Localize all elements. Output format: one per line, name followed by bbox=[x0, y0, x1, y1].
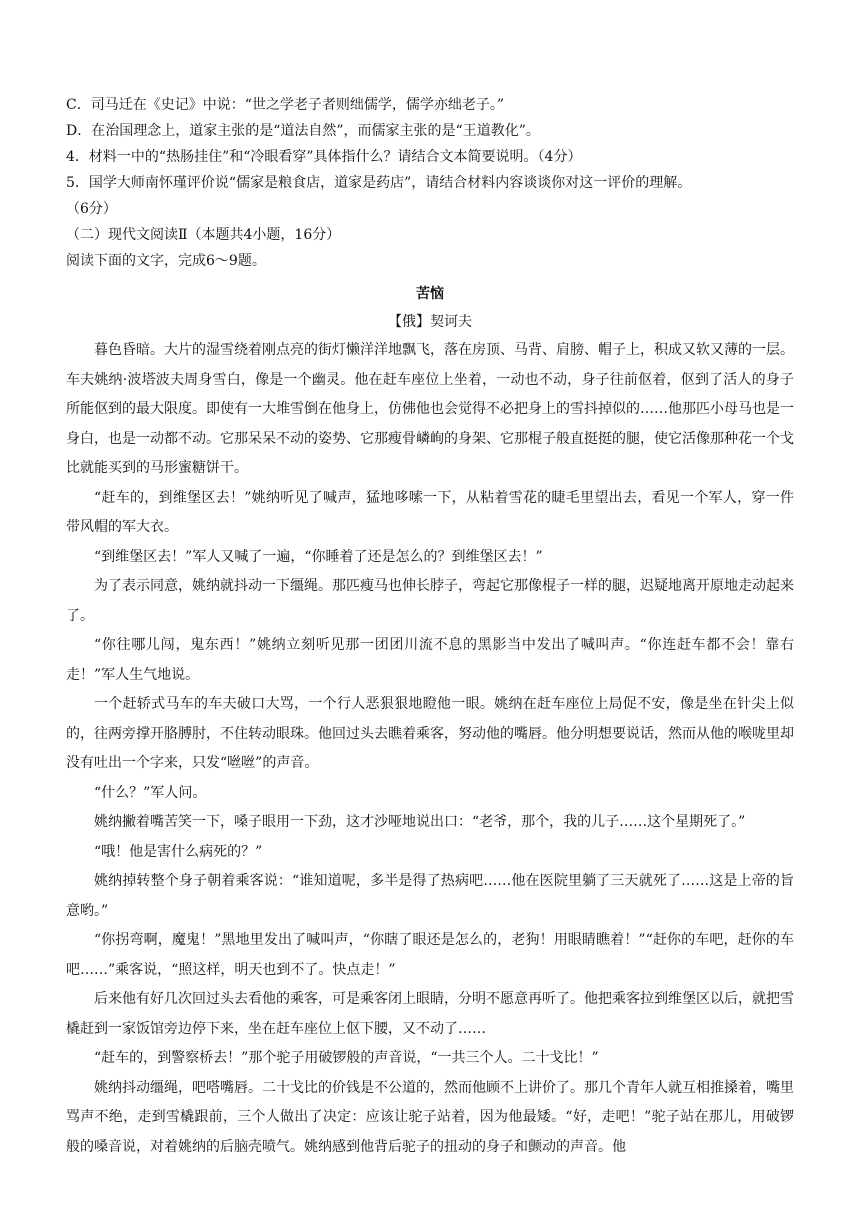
story-paragraph: “赶车的，到警察桥去！”那个驼子用破锣般的声音说，“一共三个人。二十戈比！” bbox=[94, 1050, 599, 1066]
story-paragraph: 后来他有好几次回过头去看他的乘客，可是乘客闭上眼睛，分明不愿意再听了。他把乘客拉到维堡区以后，就把雪橇赶到一家饭馆旁边停下来，坐在赶车座位上伛下腰，又不动了…… bbox=[66, 991, 794, 1037]
story-paragraph: 姚纳撇着嘴苦笑一下，嗓子眼用一下劲，这才沙哑地说出口：“老爷，那个，我的儿子……这个星期死了。” bbox=[94, 814, 746, 830]
section-heading: （二）现代文阅读Ⅱ（本题共4小题，16分） bbox=[66, 227, 341, 243]
story-paragraph: “你拐弯啊，魔鬼！”黑地里发出了喊叫声，“你瞎了眼还是怎么的，老狗！用眼睛瞧着！”“赶你的车吧，赶你的车吧……”乘客说，“照这样，明天也到不了。快点走！” bbox=[66, 932, 794, 978]
story-paragraph: 姚纳抖动缰绳，吧嗒嘴唇。二十戈比的价钱是不公道的，然而他顾不上讲价了。那几个青年人就互相推搡着，嘴里骂声不绝，走到雪橇跟前，三个人做出了决定：应该让驼子站着，因为他最矮。“好，走吧！”驼子站在那儿，用破锣般的嗓音说，对着姚纳的后脑壳喷气。姚纳感到他背后驼子的扭动的身子和颤动的声音。他 bbox=[66, 1079, 794, 1155]
page-content bbox=[66, 92, 794, 1162]
question-5-points: （6分） bbox=[66, 201, 117, 217]
story-title: 苦恼 bbox=[416, 286, 444, 302]
story-paragraph: “什么？”军人问。 bbox=[94, 784, 207, 801]
story-paragraph: 为了表示同意，姚纳就抖动一下缰绳。那匹瘦马也伸长脖子，弯起它那像棍子一样的腿，迟疑地离开原地走动起来了。 bbox=[66, 578, 794, 624]
story-author: 【俄】契诃夫 bbox=[388, 314, 472, 330]
story-paragraph: 一个赶轿式马车的车夫破口大骂，一个行人恶狠狠地瞪他一眼。姚纳在赶车座位上局促不安，像是坐在针尖上似的，往两旁撑开胳膊肘，不住转动眼珠。他回过头去瞧着乘客，努动他的嘴唇。他分明想要说话，然而从他的喉咙里却没有吐出一个字来，只发“咝咝”的声音。 bbox=[66, 696, 794, 771]
option-d: D．在治国理念上，道家主张的是“道法自然”，而儒家主张的是“王道教化”。 bbox=[66, 123, 540, 139]
question-5: 5．国学大师南怀瑾评价说“儒家是粮食店，道家是药店”，请结合材料内容谈谈你对这一评价的理解。 bbox=[66, 175, 692, 191]
story-paragraph: 暮色昏暗。大片的湿雪绕着刚点亮的街灯懒洋洋地飘飞，落在房顶、马背、肩膀、帽子上，积成又软又薄的一层。车夫姚纳·波塔波夫周身雪白，像是一个幽灵。他在赶车座位上坐着，一动也不动，身子往前伛着，伛到了活人的身子所能伛到的最大限度。即使有一大堆雪倒在他身上，仿佛他也会觉得不必把身上的雪抖掉似的……他那匹小母马也是一身白，也是一动都不动。它那呆呆不动的姿势、它那瘦骨嶙峋的身架、它那棍子般直挺挺的腿，使它活像那种花一个戈比就能买到的马形蜜糖饼干。 bbox=[66, 342, 794, 476]
story-paragraph: “哦！他是害什么病死的？” bbox=[94, 843, 263, 860]
section-instruction: 阅读下面的文字，完成6～9题。 bbox=[66, 253, 266, 269]
option-c: C．司马迁在《史记》中说：“世之学老子者则绌儒学，儒学亦绌老子。” bbox=[66, 97, 505, 113]
story-paragraph: “你往哪儿闯，鬼东西！”姚纳立刻听见那一团团川流不息的黑影当中发出了喊叫声。“你连赶车都不会！靠右走！”军人生气地说。 bbox=[66, 637, 794, 683]
story-body bbox=[66, 336, 794, 1162]
story-paragraph: “赶车的，到维堡区去！”姚纳听见了喊声，猛地哆嗦一下，从粘着雪花的睫毛里望出去，看见一个军人，穿一件带风帽的军大衣。 bbox=[66, 489, 794, 535]
question-4: 4．材料一中的“热肠挂住”和“冷眼看穿”具体指什么？请结合文本简要说明。（4分） bbox=[66, 149, 582, 165]
story-paragraph: “到维堡区去！”军人又喊了一遍，“你睡着了还是怎么的？到维堡区去！” bbox=[94, 548, 543, 565]
story-paragraph: 姚纳掉转整个身子朝着乘客说：“谁知道呢，多半是得了热病吧……他在医院里躺了三天就死了……这是上帝的旨意哟。” bbox=[66, 873, 794, 919]
